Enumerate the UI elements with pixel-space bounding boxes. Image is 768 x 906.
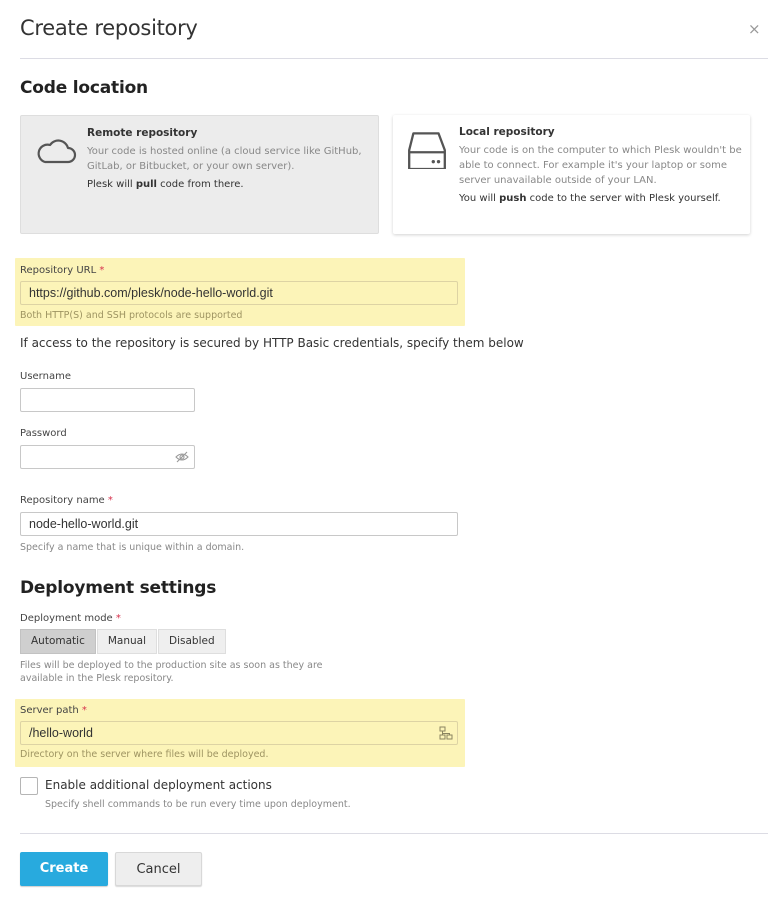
additional-actions-label[interactable]: Enable additional deployment actions — [45, 778, 272, 792]
server-path-input[interactable] — [20, 721, 458, 745]
additional-actions-checkbox[interactable] — [20, 777, 38, 795]
cancel-button[interactable]: Cancel — [115, 852, 202, 886]
deployment-mode-selector — [20, 629, 227, 654]
mode-automatic-button[interactable]: Automatic — [20, 629, 96, 654]
option-note: You will push code to the server with Plesk yourself. — [459, 193, 721, 204]
mode-disabled-button[interactable]: Disabled — [158, 629, 226, 654]
option-description: Your code is hosted online (a cloud service like GitHub, GitLab, or Bitbucket, or your own server). — [87, 146, 362, 172]
repository-url-input[interactable] — [20, 281, 458, 305]
local-repository-option[interactable] — [393, 115, 750, 234]
cloud-icon — [35, 134, 77, 168]
repository-name-hint: Specify a name that is unique within a domain. — [20, 542, 245, 553]
create-button[interactable]: Create — [20, 852, 108, 886]
deployment-mode-hint: Files will be deployed to the production site as soon as they are available in the Plesk repository. — [20, 660, 323, 684]
username-input[interactable] — [20, 388, 195, 412]
repository-url-group — [15, 258, 465, 326]
eye-slash-icon[interactable] — [175, 451, 189, 463]
additional-actions-hint: Specify shell commands to be run every time upon deployment. — [45, 799, 351, 810]
repository-url-hint: Both HTTP(S) and SSH protocols are supported — [20, 310, 243, 321]
code-location-heading: Code location — [20, 78, 148, 98]
username-label: Username — [20, 371, 71, 382]
repository-name-input[interactable] — [20, 512, 458, 536]
server-path-label: Server path * — [20, 705, 87, 716]
option-description: Your code is on the computer to which Plesk wouldn't be able to connect. For example it's your laptop or some server unavailable outside of your LAN. — [459, 145, 742, 186]
footer-divider — [20, 833, 768, 834]
folder-tree-icon[interactable] — [439, 726, 453, 740]
server-path-hint: Directory on the server where files will be deployed. — [20, 749, 269, 760]
mode-manual-button[interactable]: Manual — [97, 629, 157, 654]
repository-url-label: Repository URL * — [20, 265, 105, 276]
deployment-settings-heading: Deployment settings — [20, 578, 217, 598]
dialog-title: Create repository — [20, 16, 198, 40]
option-title: Remote repository — [87, 127, 198, 139]
header-divider — [20, 58, 768, 59]
hard-drive-icon — [405, 125, 449, 169]
password-input[interactable] — [20, 445, 195, 469]
close-icon[interactable]: × — [748, 20, 761, 38]
remote-repository-option[interactable] — [20, 115, 379, 234]
server-path-group — [15, 699, 465, 767]
credentials-note: If access to the repository is secured by HTTP Basic credentials, specify them below — [20, 336, 524, 350]
option-note: Plesk will pull code from there. — [87, 179, 244, 190]
repository-name-label: Repository name * — [20, 495, 113, 506]
deployment-mode-label: Deployment mode * — [20, 613, 121, 624]
option-title: Local repository — [459, 126, 555, 138]
password-label: Password — [20, 428, 67, 439]
